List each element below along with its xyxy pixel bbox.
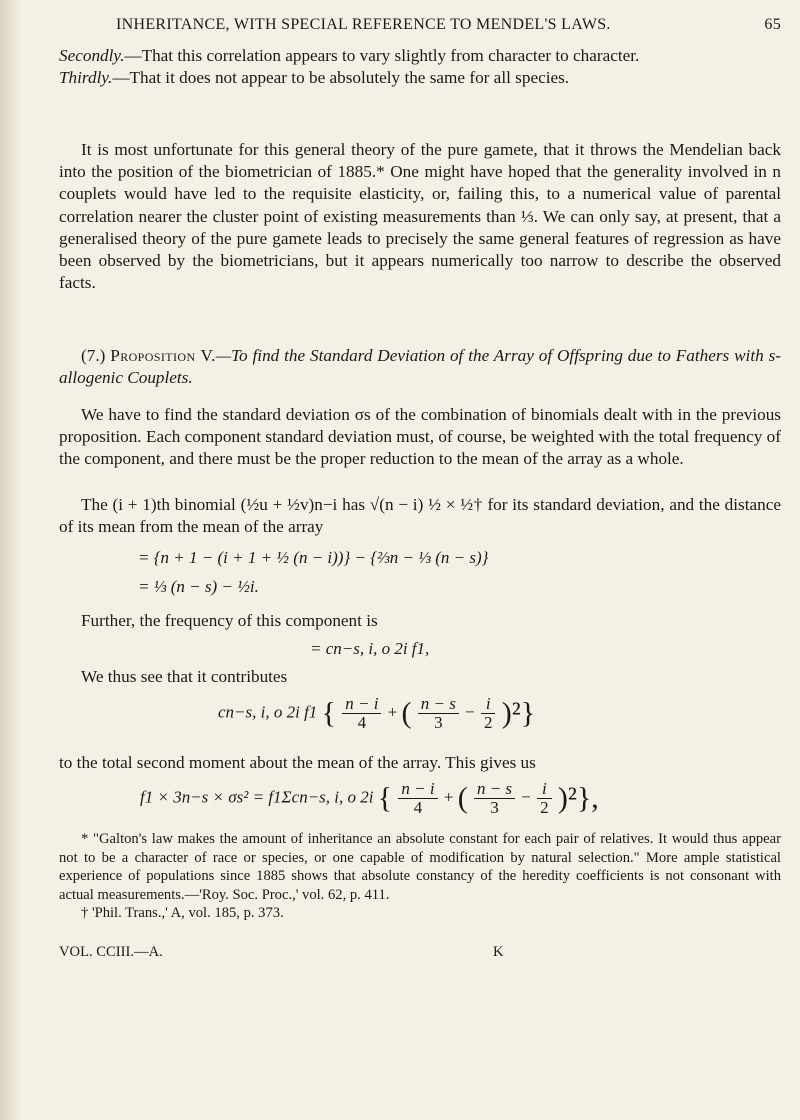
footnote-galton: * "Galton's law makes the amount of inheritance an absolute constant for each pair of relatives. It would thus appear not to be a character of race or species, or one capable of modification by natural selection." More ample statistical experience of populations since 1885 shows that absolute constancy of the heredity coefficients is not consonant with actual measurements.—'Roy. Soc. Proc.,' vol. 62, p. 411. — [59, 831, 781, 903]
body-paragraph — [59, 494, 781, 538]
equation-contribution: cn−s, i, o 2i f1 { $\frac{n - i}{4}$ + ( $\frac{n - s}{3}$ − $\frac{i}{2}$ )²} — [218, 694, 536, 732]
paragraph-contributes: We thus see that it contributes — [81, 667, 288, 686]
page-footer — [59, 944, 781, 964]
page-number: 65 — [764, 16, 781, 33]
paragraph-standard-deviation: We have to find the standard deviation σs of the combination of binomials dealt with in the previous proposition. Each component standard deviation must, of course, be weighted with the total frequency of the component, and there must be the proper reduction to the mean of the array as a whole. — [59, 405, 781, 469]
footnote-phil-trans: † 'Phil. Trans.,' A, vol. 185, p. 373. — [81, 905, 284, 922]
item-thirdly — [59, 67, 781, 89]
proposition-heading — [59, 345, 781, 389]
item-lead: Secondly. — [59, 46, 125, 65]
equation-distance-result: = ⅓ (n − s) − ½i. — [138, 577, 259, 596]
body-paragraph — [59, 404, 781, 471]
equation-sigma: f1 × 3n−s × σs² = f1Σcn−s, i, o 2i { $\frac{n - i}{4}$ + ( $\frac{n - s}{3}$ − $\frac{i}{2}$ )²}, — [140, 779, 599, 817]
running-header — [59, 16, 781, 38]
section-title: —To find the Standard Deviation of the Array of Offspring due to Fathers with s-allogenic Couplets. — [59, 346, 781, 388]
body-paragraph — [59, 139, 781, 294]
fraction: $\frac{n - i}{4}$ — [342, 695, 381, 732]
printer-signature: K — [493, 944, 504, 960]
item-text: —That this correlation appears to vary slightly from character to character. — [124, 46, 640, 65]
volume-signature: VOL. CCIII.—A. — [59, 944, 163, 960]
list-items — [59, 45, 781, 89]
paragraph-further: Further, the frequency of this component is — [81, 611, 378, 630]
fraction: $\frac{i}{2}$ — [537, 780, 552, 817]
fraction: $\frac{n - i}{4}$ — [398, 780, 437, 817]
fraction: $\frac{i}{2}$ — [481, 695, 496, 732]
equation-frequency: = cn−s, i, o 2i f1, — [310, 639, 430, 658]
section-heading — [59, 345, 781, 389]
paragraph-second-moment: to the total second moment about the mean of the array. This gives us — [59, 753, 536, 772]
paragraph-binomial: The (i + 1)th binomial (½u + ½v)n−i has √(n − i) ½ × ½† for its standard deviation, and the distance of its mean from the mean of the array — [59, 495, 781, 537]
item-text: —That it does not appear to be absolutely the same for all species. — [112, 68, 570, 88]
paragraph-pure-gamete: It is most unfortunate for this general theory of the pure gamete, that it throws the Mendelian back into the position of the biometrician of 1885.* One might have hoped that the generality involved in n couplets would have led to the requisite elasticity, or, failing this, to a numerical value of parental correlation nearer the cluster point of existing measurements than ⅓. We can only say, at present, that a generalised theory of the pure gamete leads to precisely the same general features of regression as have been observed by the biometricians, but it appears numerically too narrow to describe the observed facts. — [59, 140, 781, 293]
footnotes — [59, 830, 781, 923]
fraction: $\frac{n - s}{3}$ — [474, 780, 515, 817]
body-paragraph — [59, 666, 781, 688]
body-paragraph — [59, 610, 781, 632]
item-secondly — [59, 45, 781, 67]
item-lead: Thirdly. — [59, 68, 113, 88]
binding-shadow — [0, 0, 22, 1120]
section-label: Proposition V. — [110, 346, 216, 365]
body-paragraph — [59, 752, 781, 774]
running-title: INHERITANCE, WITH SPECIAL REFERENCE TO MENDEL'S LAWS. — [116, 16, 611, 33]
equation-distance: = {n + 1 − (i + 1 + ½ (n − i))} − {⅔n − ⅓ (n − s)} — [138, 548, 489, 567]
section-number: (7.) — [81, 346, 106, 365]
fraction: $\frac{n - s}{3}$ — [418, 695, 459, 732]
